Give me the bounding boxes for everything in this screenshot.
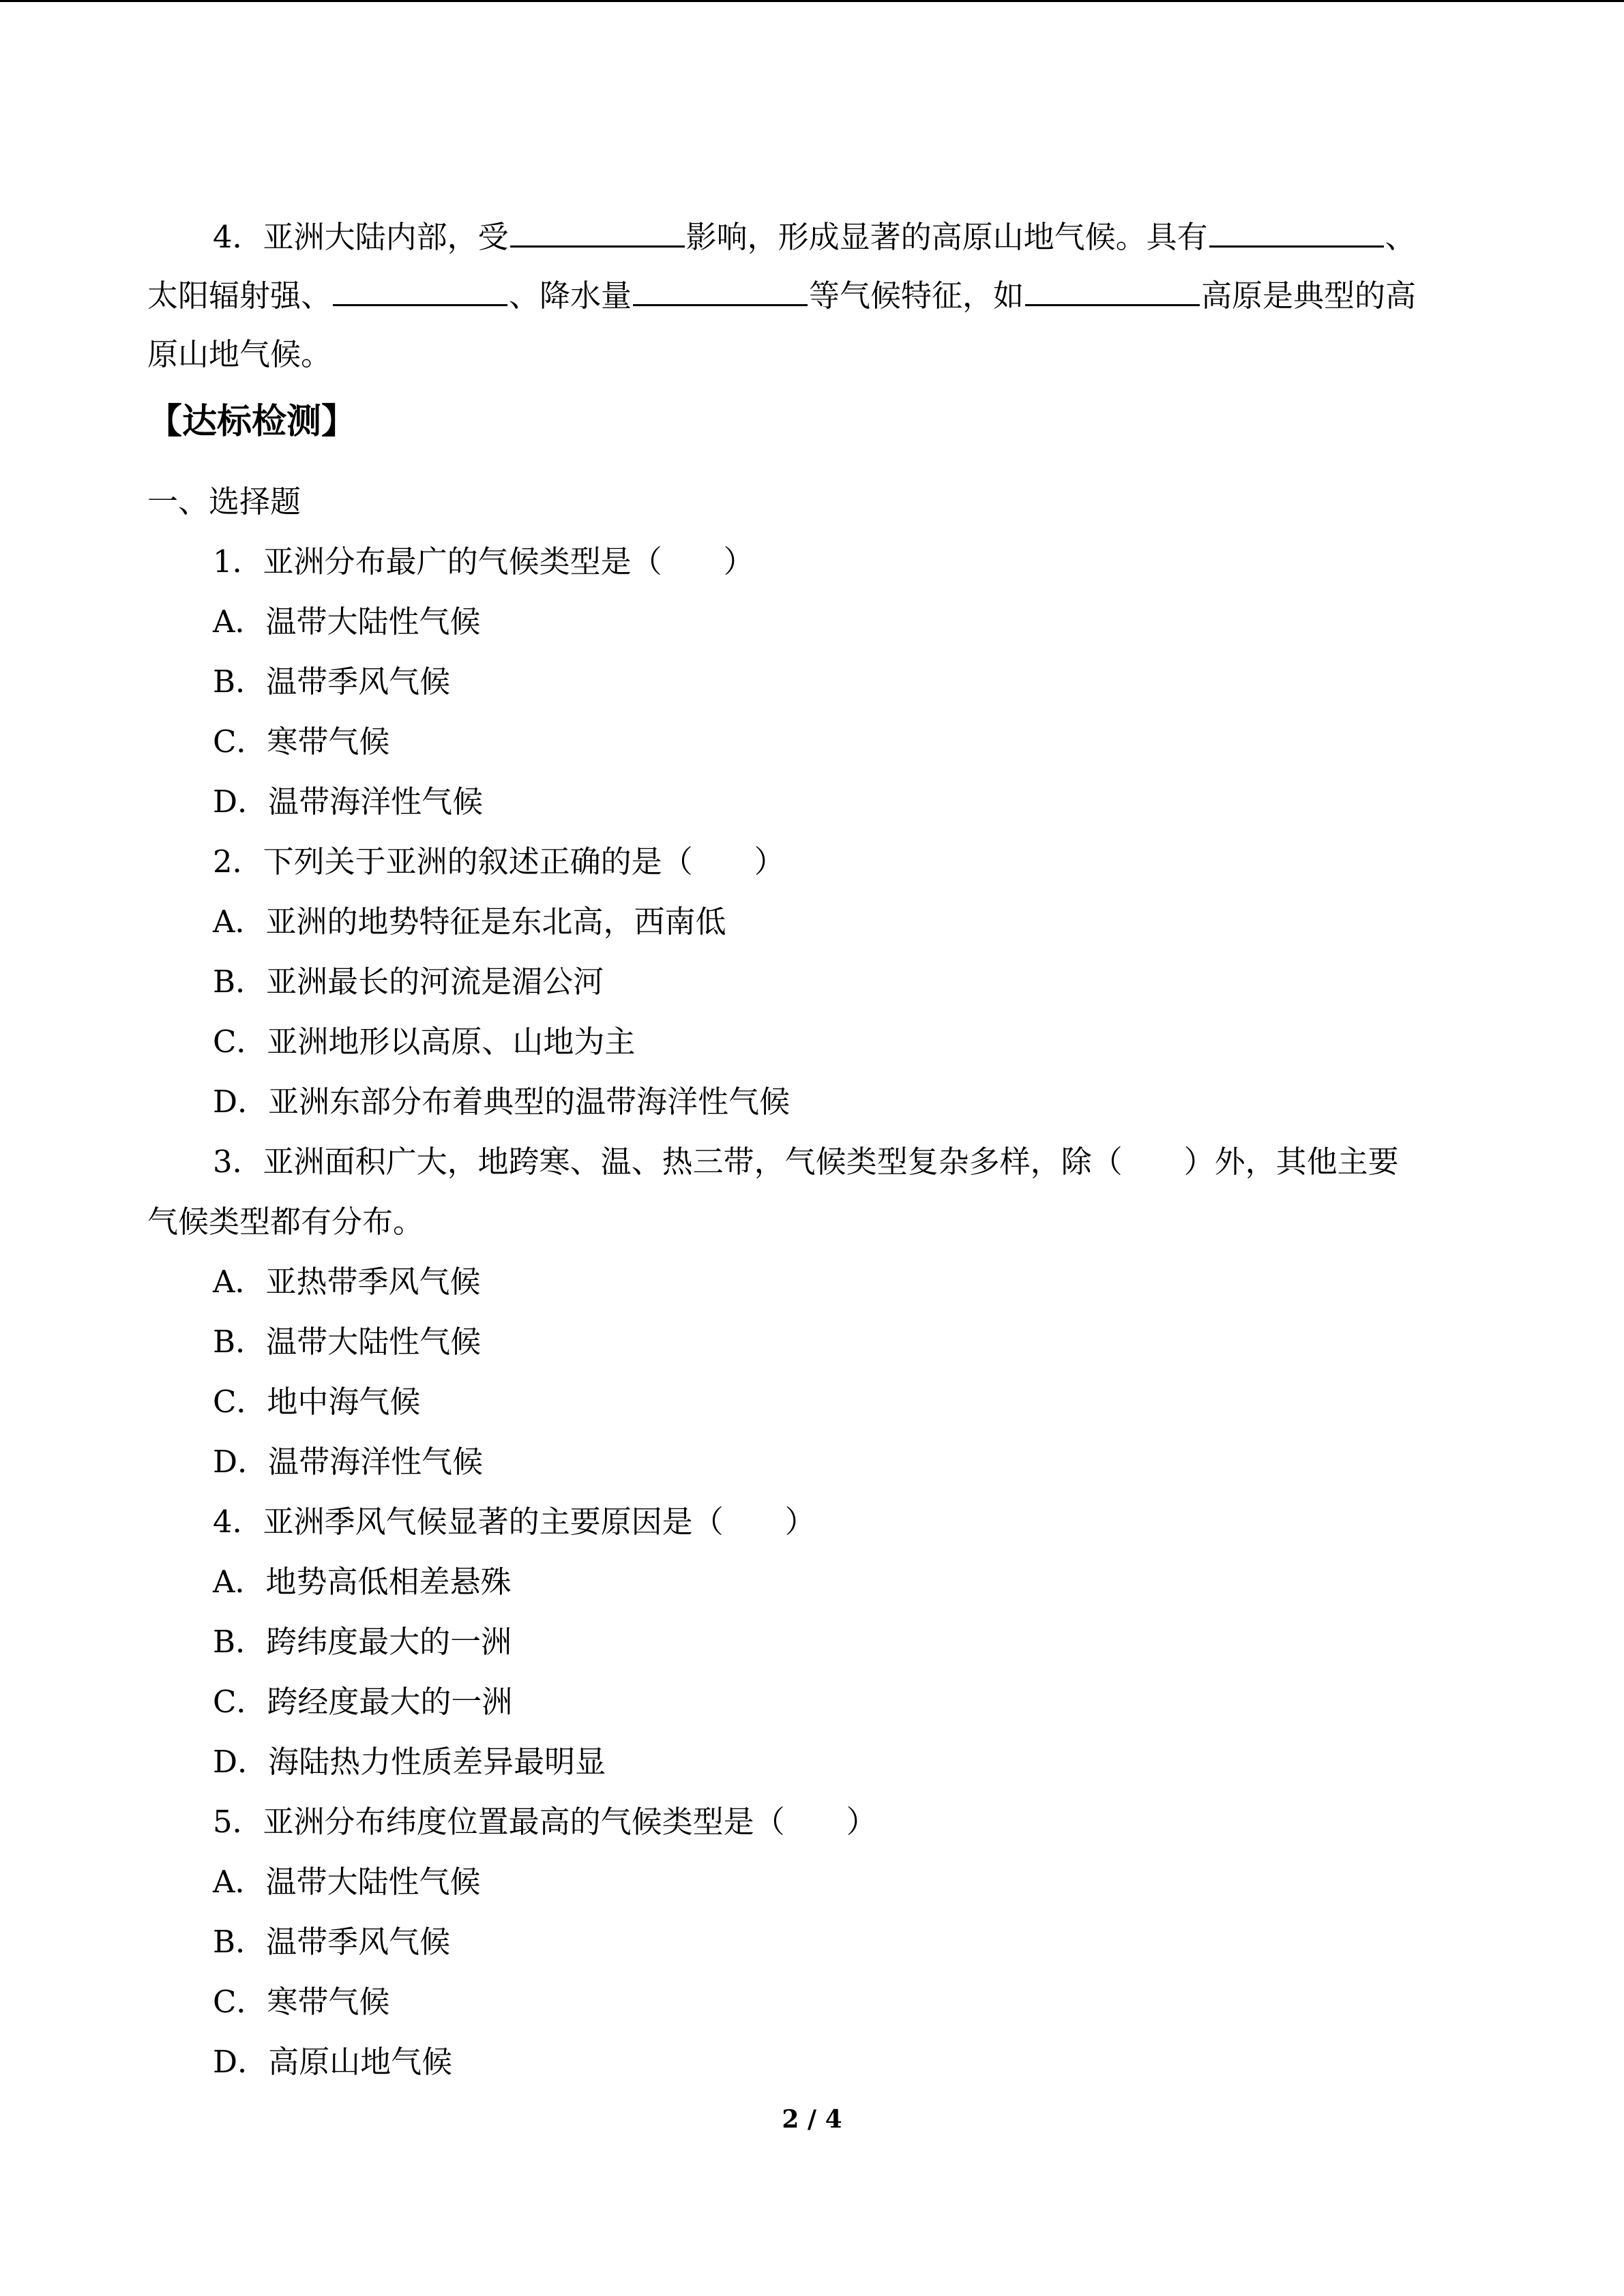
fill-in-text: 等气候特征，如: [809, 278, 1024, 314]
fill-in-text: 原山地气候。: [147, 336, 332, 372]
fill-in-q4-line3: [147, 334, 331, 375]
answer-blank[interactable]: [333, 275, 507, 306]
option-d[interactable]: D．温带海洋性气候: [213, 784, 484, 820]
option-d[interactable]: D．亚洲东部分布着典型的温带海洋性气候: [213, 1084, 791, 1120]
question-stem-continued: 气候类型都有分布。: [147, 1204, 424, 1240]
option-c[interactable]: C．跨经度最大的一洲: [213, 1684, 513, 1720]
fill-in-text: 、: [1385, 219, 1416, 255]
question-stem: 2．下列关于亚洲的叙述正确的是（ ）: [213, 844, 785, 880]
fill-in-q4-line2: [147, 275, 1416, 316]
option-b[interactable]: B．跨纬度最大的一洲: [213, 1624, 512, 1660]
option-a[interactable]: A．亚热带季风气候: [213, 1264, 481, 1300]
option-b[interactable]: B．温带季风气候: [213, 1924, 451, 1960]
option-b[interactable]: B．温带大陆性气候: [213, 1324, 482, 1360]
fill-in-text: 影响，形成显著的高原山地气候。具有: [685, 219, 1208, 255]
option-a[interactable]: A．温带大陆性气候: [213, 603, 481, 640]
option-c[interactable]: C．寒带气候: [213, 1984, 390, 2020]
option-a[interactable]: A．地势高低相差悬殊: [213, 1564, 512, 1600]
option-a[interactable]: A．温带大陆性气候: [213, 1864, 481, 1900]
answer-blank[interactable]: [510, 217, 685, 248]
question-stem: 3．亚洲面积广大，地跨寒、温、热三带，气候类型复杂多样，除（ ）外，其他主要: [213, 1144, 1399, 1180]
fill-in-text: 4．亚洲大陆内部，受: [213, 219, 509, 255]
option-d[interactable]: D．高原山地气候: [213, 2044, 453, 2080]
option-b[interactable]: B．温带季风气候: [213, 664, 451, 700]
fill-in-text: 太阳辐射强、: [147, 278, 332, 314]
question-stem: 1．亚洲分布最广的气候类型是（ ）: [213, 543, 754, 580]
option-c[interactable]: C．寒带气候: [213, 724, 390, 760]
answer-blank[interactable]: [1209, 217, 1384, 248]
option-b[interactable]: B．亚洲最长的河流是湄公河: [213, 964, 604, 1000]
question-stem: 4．亚洲季风气候显著的主要原因是（ ）: [213, 1504, 816, 1540]
fill-in-text: 高原是典型的高: [1201, 278, 1417, 314]
fill-in-q4-line1: [213, 217, 1416, 258]
answer-blank[interactable]: [1025, 275, 1200, 306]
top-border: [0, 0, 1624, 2]
option-c[interactable]: C．亚洲地形以高原、山地为主: [213, 1024, 636, 1060]
option-d[interactable]: D．温带海洋性气候: [213, 1444, 484, 1480]
question-stem: 5．亚洲分布纬度位置最高的气候类型是（ ）: [213, 1804, 877, 1840]
part-title: 一、选择题: [147, 483, 301, 520]
fill-in-text: 、降水量: [509, 278, 632, 314]
answer-blank[interactable]: [633, 275, 808, 306]
page-number: 2 / 4: [782, 2105, 842, 2134]
section-heading: 【达标检测】: [147, 401, 357, 442]
option-c[interactable]: C．地中海气候: [213, 1384, 421, 1420]
option-a[interactable]: A．亚洲的地势特征是东北高，西南低: [213, 904, 726, 940]
option-d[interactable]: D．海陆热力性质差异最明显: [213, 1744, 606, 1780]
